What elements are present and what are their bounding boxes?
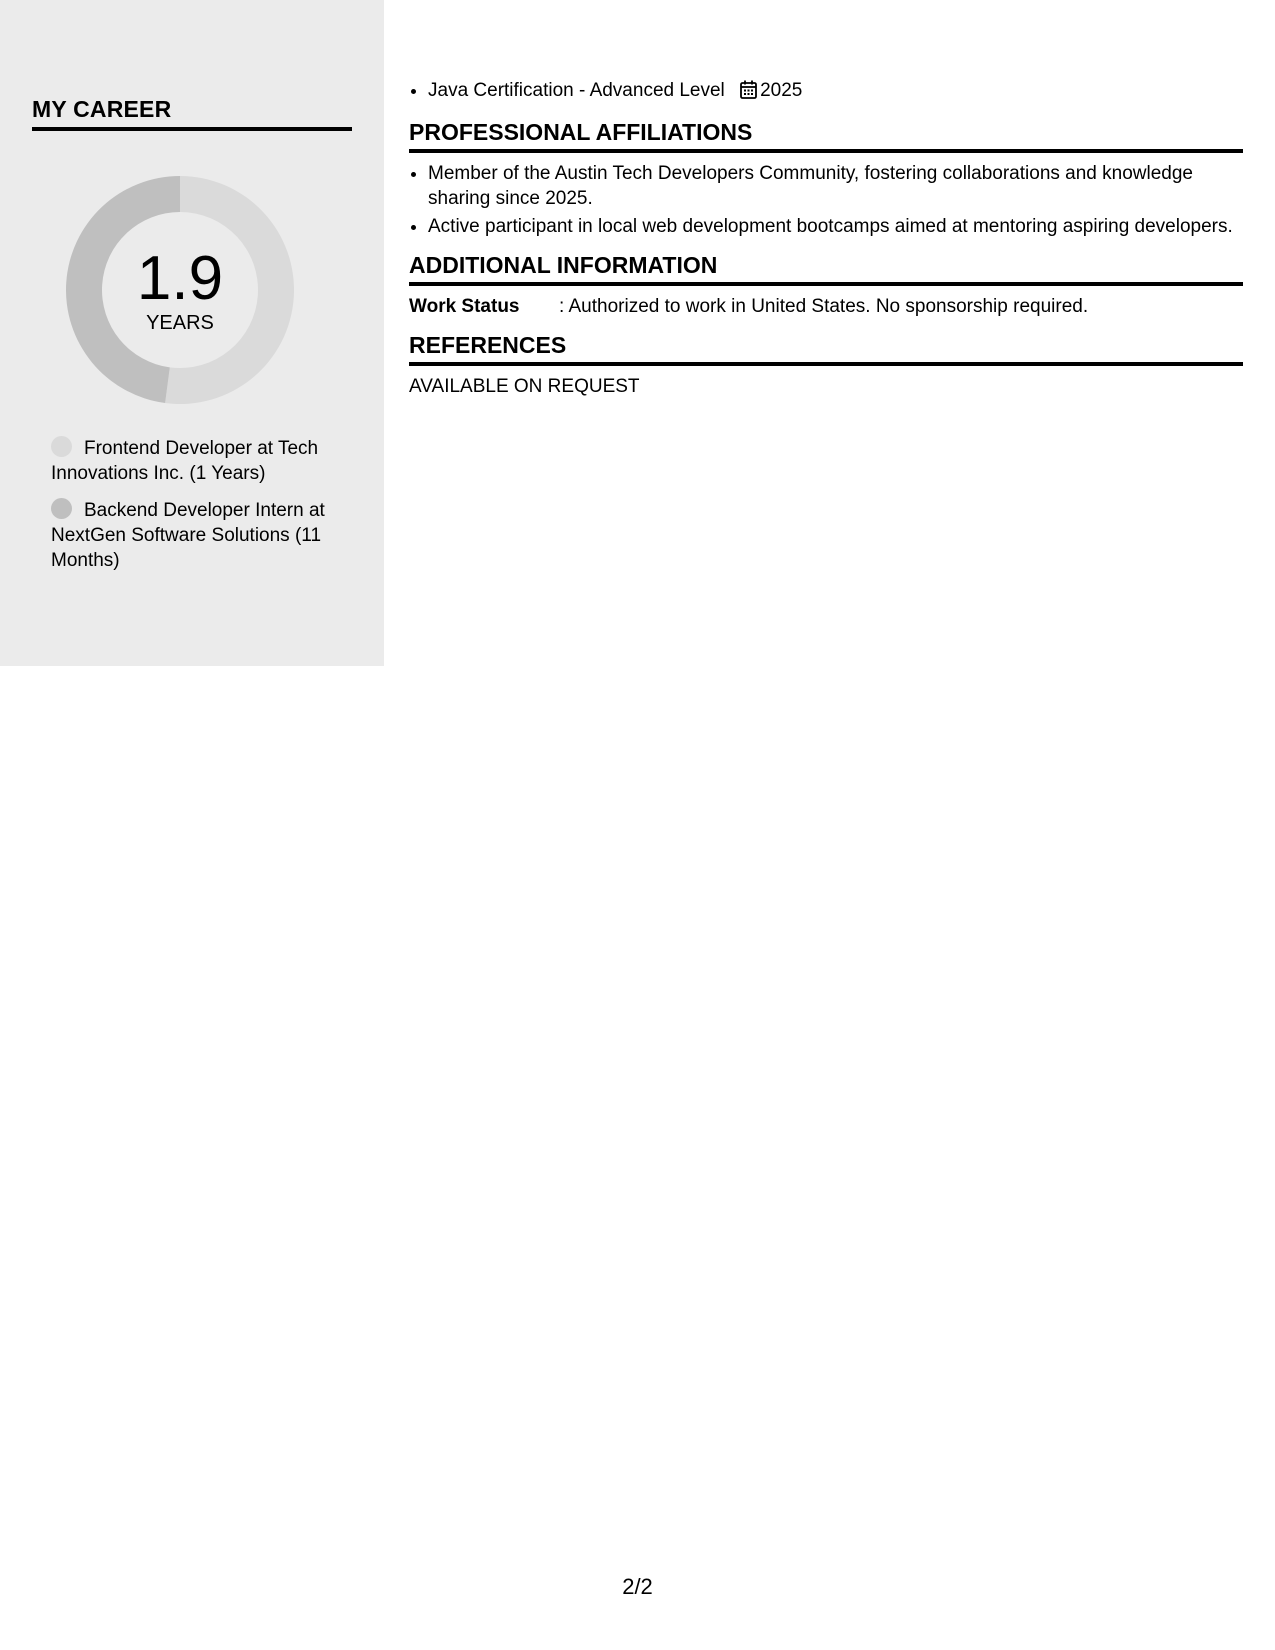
career-heading: MY CAREER bbox=[32, 96, 352, 131]
career-years-unit: YEARS bbox=[146, 312, 214, 334]
affiliations-list bbox=[409, 161, 1243, 239]
certifications-list bbox=[409, 78, 1243, 106]
legend-item-backend bbox=[51, 498, 341, 573]
page-number: 2/2 bbox=[622, 1574, 653, 1599]
references-text: AVAILABLE ON REQUEST bbox=[409, 376, 640, 397]
legend-dot-icon bbox=[51, 436, 72, 457]
legend-label: Backend Developer Intern at NextGen Software Solutions (11 Months) bbox=[51, 500, 325, 571]
work-status-value: : Authorized to work in United States. No sponsorship required. bbox=[559, 296, 1089, 317]
certification-year: 2025 bbox=[760, 80, 803, 101]
career-total-years: 1.9 bbox=[136, 244, 224, 313]
career-legend bbox=[51, 436, 341, 585]
legend-item-frontend bbox=[51, 436, 341, 486]
affiliation-item: • Member of the Austin Tech Developers Community, fostering collaborations and knowledge sharing since 2025. bbox=[428, 161, 1243, 211]
references-heading: REFERENCES bbox=[409, 331, 1243, 366]
work-status-row bbox=[409, 294, 1243, 319]
certification-name: Java Certification - Advanced Level bbox=[428, 80, 725, 101]
main-content bbox=[409, 78, 1243, 399]
work-status-label: Work Status bbox=[409, 296, 520, 317]
calendar-icon bbox=[740, 80, 757, 106]
certification-item bbox=[428, 78, 1243, 106]
affiliations-heading: PROFESSIONAL AFFILIATIONS bbox=[409, 118, 1243, 153]
legend-label: Frontend Developer at Tech Innovations Inc. (1 Years) bbox=[51, 438, 319, 484]
legend-dot-icon bbox=[51, 498, 72, 519]
career-donut bbox=[66, 176, 294, 404]
affiliation-item: • Active participant in local web development bootcamps aimed at mentoring aspiring developers. bbox=[428, 214, 1243, 239]
career-sidebar bbox=[0, 0, 384, 666]
additional-info-heading: ADDITIONAL INFORMATION bbox=[409, 251, 1243, 286]
